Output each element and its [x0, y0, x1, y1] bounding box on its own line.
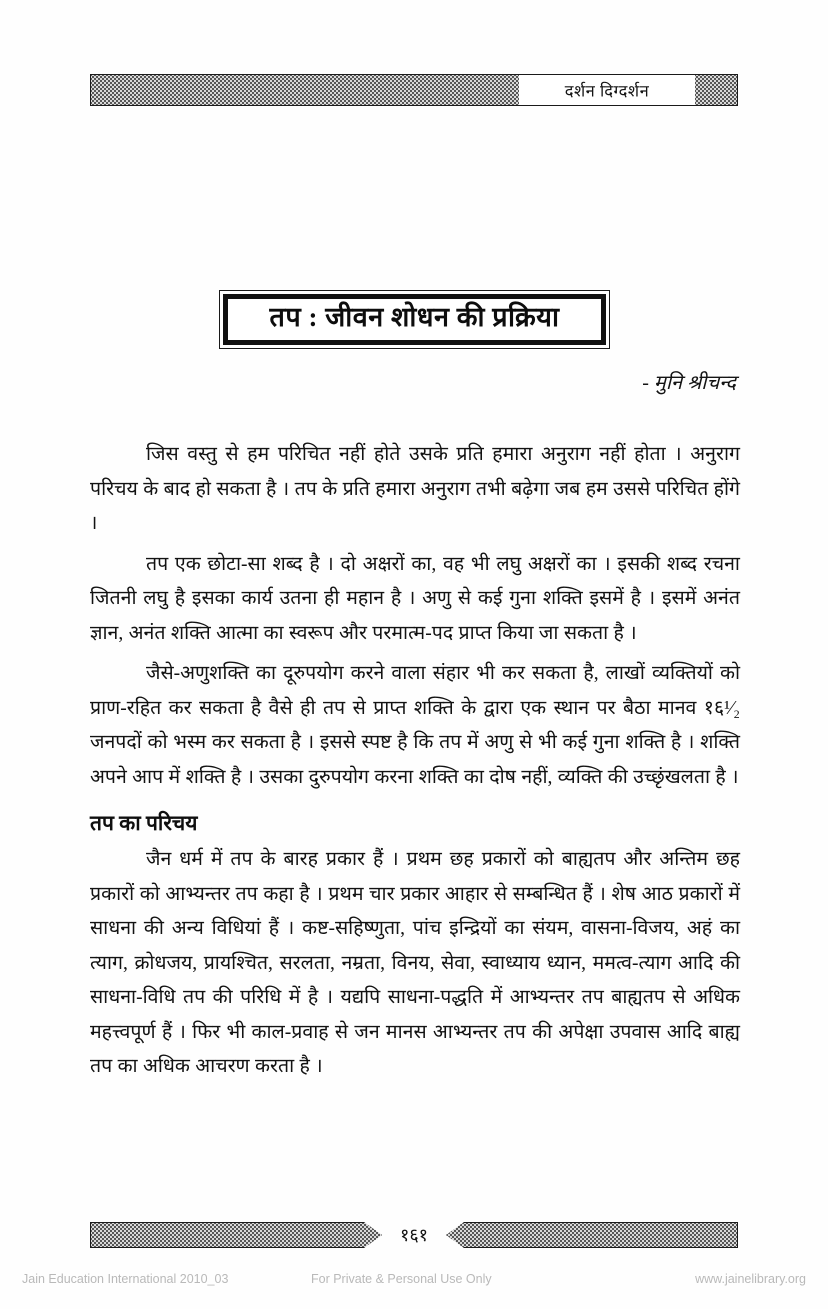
body-paragraph: जैन धर्म में तप के बारह प्रकार हैं । प्रथम छह प्रकारों को बाह्यतप और अन्तिम छह प्रकारों को आभ्यन्तर तप कहा है । प्रथम चार प्रकार आहार से सम्बन्धित हैं । शेष आठ प्रकारों में साधना की अन्य विधियां हैं । कष्ट-सहिष्णुता, पांच इन्द्रियों का संयम, वासना-विजय, अहं का त्याग, क्रोधजय, प्रायश्चित, सरलता, नम्रता, विनय, सेवा, स्वाध्याय ध्यान, ममत्व-त्याग आदि की साधना-विधि तप की परिधि में है । यद्यपि साधना-पद्धति में आभ्यन्तर तप बाह्यतप से अधिक महत्त्वपूर्ण हैं । फिर भी काल-प्रवाह से जन मानस आभ्यन्तर तप की अपेक्षा उपवास आदि बाह्य तप का अधिक आचरण करता है । — [90, 849, 740, 1077]
body-paragraph: तप एक छोटा-सा शब्द है । दो अक्षरों का, वह भी लघु अक्षरों का । इसकी शब्द रचना जितनी लघु है इसका कार्य उतना ही महान है । अणु से कई गुना शक्ति इसमें है । इसमें अनंत ज्ञान, अनंत शक्ति आत्मा का स्वरूप और परमात्म-पद प्राप्त किया जा सकता है । — [90, 553, 740, 644]
article-title: तप : जीवन शोधन की प्रक्रिया — [269, 302, 560, 332]
scan-credit-strip — [0, 1272, 828, 1292]
running-header-title — [519, 75, 695, 105]
credit-usage-notice: For Private & Personal Use Only — [311, 1272, 492, 1286]
article-byline: - मुनि श्रीचन्द — [642, 372, 736, 394]
article-title-plaque — [219, 290, 610, 349]
running-header-band — [90, 74, 738, 106]
footer-ornament-right-arrow — [446, 1222, 738, 1248]
article-title-inner-frame — [223, 294, 606, 345]
credit-website: www.jainelibrary.org — [695, 1272, 806, 1286]
section-heading: तप का परिचय — [90, 811, 198, 835]
credit-organization: Jain Education International 2010_03 — [22, 1272, 229, 1286]
body-paragraph: जिस वस्तु से हम परिचित नहीं होते उसके प्रति हमारा अनुराग नहीं होता । अनुराग परिचय के बाद हो सकता है । तप के प्रति हमारा अनुराग तभी बढ़ेगा जब हम उससे परिचित होंगे । — [90, 444, 740, 534]
header-ornament-left — [91, 75, 519, 105]
article-body — [90, 438, 740, 1091]
running-header-title-text: दर्शन दिग्दर्शन — [564, 81, 650, 100]
page-number: १६१ — [399, 1225, 429, 1245]
footer-folio-band — [90, 1222, 738, 1248]
header-ornament-right — [695, 75, 737, 105]
footer-ornament-left-arrow — [90, 1222, 382, 1248]
body-paragraph: जैसे-अणुशक्ति का दूरुपयोग करने वाला संहार भी कर सकता है, लाखों व्यक्तियों को प्राण-रहित कर सकता है वैसे ही तप से प्राप्त शक्ति के द्वारा एक स्थान पर बैठा मानव १६¹⁄₂ जनपदों को भस्म कर सकता है । इससे स्पष्ट है कि तप में अणु से भी कई गुना शक्ति है । शक्ति अपने आप में शक्ति है । उसका दुरुपयोग करना शक्ति का दोष नहीं, व्यक्ति की उच्छृंखलता है । — [90, 663, 740, 788]
